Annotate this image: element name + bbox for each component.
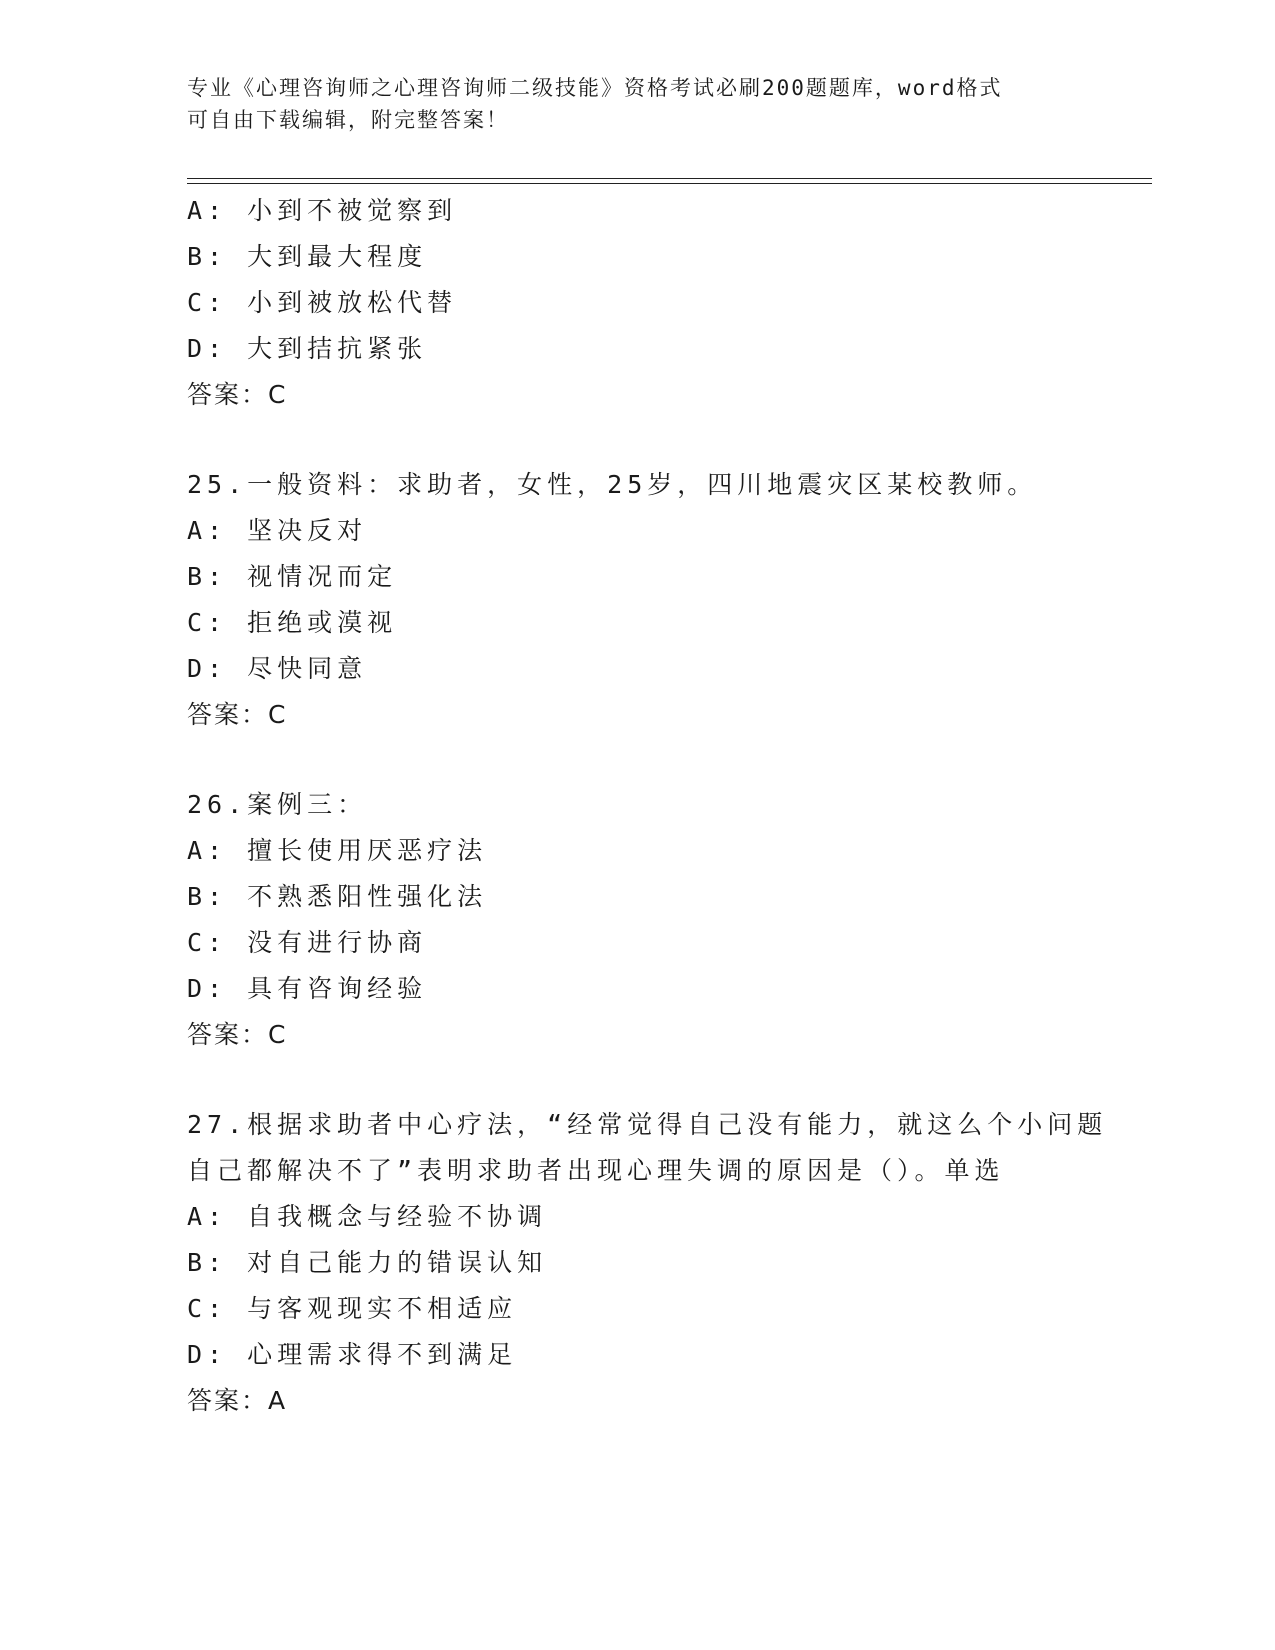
option-b: B: 大到最大程度 (187, 242, 428, 271)
answer: 答案：A (187, 1386, 288, 1415)
question-24 (187, 188, 1107, 418)
question-title: 26.案例三： (187, 790, 368, 819)
question-title-line-1: 27.根据求助者中心疗法，“经常觉得自己没有能力，就这么个小问题 (187, 1110, 1108, 1139)
option-d: D: 心理需求得不到满足 (187, 1340, 518, 1369)
question-26 (187, 782, 1107, 1058)
option-d: D: 具有咨询经验 (187, 974, 428, 1003)
option-c: C: 小到被放松代替 (187, 288, 458, 317)
option-a: A: 擅长使用厌恶疗法 (187, 836, 488, 865)
option-b: B: 不熟悉阳性强化法 (187, 882, 488, 911)
question-title: 25.一般资料：求助者，女性，25岁，四川地震灾区某校教师。 (187, 470, 1038, 499)
option-d: D: 大到拮抗紧张 (187, 334, 428, 363)
option-a: A: 自我概念与经验不协调 (187, 1202, 548, 1231)
option-c: C: 与客观现实不相适应 (187, 1294, 518, 1323)
answer: 答案：C (187, 380, 288, 409)
document-header (187, 72, 1067, 136)
header-line-1: 专业《心理咨询师之心理咨询师二级技能》资格考试必刷200题题库，word格式 (187, 76, 1003, 100)
option-a: A: 坚决反对 (187, 516, 368, 545)
header-line-2: 可自由下载编辑，附完整答案！ (187, 108, 509, 132)
option-c: C: 没有进行协商 (187, 928, 428, 957)
option-c: C: 拒绝或漠视 (187, 608, 398, 637)
answer: 答案：C (187, 700, 288, 729)
answer: 答案：C (187, 1020, 288, 1049)
question-title-line-2: 自己都解决不了”表明求助者出现心理失调的原因是（）。单选 (187, 1156, 1005, 1185)
header-divider-bottom (187, 183, 1152, 184)
header-divider-top (187, 178, 1152, 179)
question-27 (187, 1102, 1107, 1424)
option-d: D: 尽快同意 (187, 654, 368, 683)
option-b: B: 视情况而定 (187, 562, 398, 591)
option-a: A: 小到不被觉察到 (187, 196, 458, 225)
question-25 (187, 462, 1107, 738)
option-b: B: 对自己能力的错误认知 (187, 1248, 548, 1277)
question-list (187, 188, 1107, 1424)
